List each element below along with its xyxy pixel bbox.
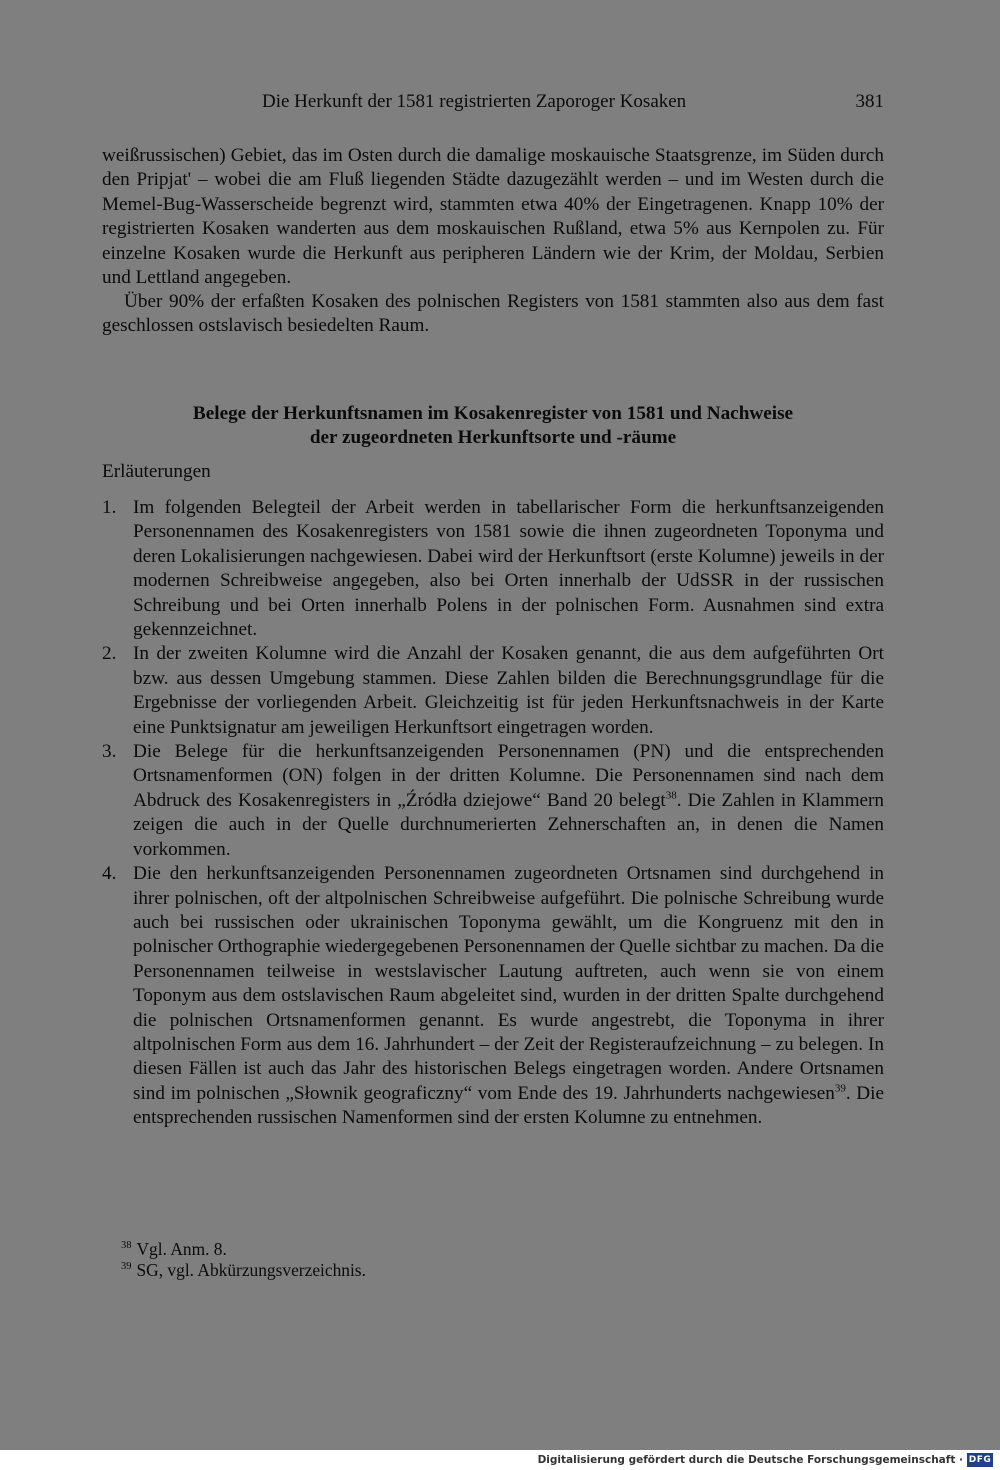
item-number: 3. — [102, 741, 117, 763]
section-heading-line-1: Belege der Herkunftsnamen im Kosakenregister von 1581 und Nachweise — [192, 403, 794, 424]
explanation-item-4 — [102, 862, 884, 1130]
running-head — [102, 90, 884, 116]
explanation-item-2 — [102, 642, 884, 740]
item-text-continued: . Die entsprechenden russischen Namenformen sind der ersten Kolumne zu entnehmen. — [133, 1082, 884, 1129]
item-number: 4. — [102, 863, 117, 885]
page-number: 381 — [855, 91, 884, 112]
footnote-reference: 39 — [834, 1082, 846, 1095]
footnote-number: 38 — [121, 1240, 132, 1252]
section-heading — [102, 402, 884, 451]
footnote-number: 39 — [121, 1261, 132, 1273]
explanations-list — [102, 496, 884, 1131]
running-head-title: Die Herkunft der 1581 registrierten Zaporoger Kosaken — [262, 91, 687, 112]
digitization-credit-text: Digitalisierung gefördert durch die Deutsche Forschungsgemeinschaft · — [537, 1454, 963, 1466]
item-text: In der zweiten Kolumne wird die Anzahl der Kosaken genannt, die aus dem aufgeführten Ort bzw. aus dessen Umgebung stammen. Diese Zahlen bilden die Berechnungsgrundlage für die Ergebnisse der vorliegenden Arbeit. Gleichzeitig ist für jeden Herkunftsnachweis in der Karte eine Punktsignatur am jeweiligen Herkunftsort eingetragen worden. — [133, 643, 884, 738]
footnotes — [121, 1239, 821, 1281]
footnote-38 — [121, 1239, 821, 1260]
footnote-text: Vgl. Anm. 8. — [136, 1239, 227, 1259]
footnote-text: SG, vgl. Abkürzungsverzeichnis. — [136, 1260, 366, 1280]
item-text-continued: . Die Zahlen in Klammern zeigen die auch in der Quelle durchnumerierten Zehnerschaften an, in denen die Namen vorkommen. — [133, 789, 884, 860]
item-text: Die den herkunftsanzeigenden Personennamen zugeordneten Ortsnamen sind durchgehend in ihrer polnischen, oft der altpolnischen Schreibweise aufgeführt. Die polnische Schreibung wurde auch bei russischen oder ukrainischen Toponyma gewählt, um die Kongruenz mit den in polnischer Orthographie wiedergegebenen Personennamen der Quelle sichtbar zu machen. Da die Personennamen teilweise in westslavischer Lautung auftreten, auch wenn sie von einem Toponym aus dem ostslavischen Raum abgeleitet sind, wurden in der dritten Spalte durchgehend die polnischen Ortsnamenformen genannt. Es wurde angestrebt, die Toponyma in ihrer altpolnischen Form aus dem 16. Jahrhundert – der Zeit der Registeraufzeichnung – zu belegen. In diesen Fällen ist auch das Jahr des historischen Belegs eingetragen worden. Andere Ortsnamen sind im polnischen „Słownik geograficzny“ vom Ende des 19. Jahrhunderts nachgewiesen — [133, 863, 884, 1104]
footnote-reference: 38 — [665, 789, 677, 802]
item-text: Die Belege für die herkunftsanzeigenden Personennamen (PN) und die entsprechenden Ortsnamenformen (ON) folgen in der dritten Kolumne. Die Personennamen sind nach dem Abdruck des Kosakenregisters in „Źródła dziejowe“ Band 20 belegt — [133, 741, 884, 811]
item-text: Im folgenden Belegteil der Arbeit werden in tabellarischer Form die herkunftsanzeigenden Personennamen des Kosakenregisters von 1581 sowie die ihnen zugeordneten Toponyma und deren Lokalisierungen nachgewiesen. Dabei wird der Herkunftsort (erste Kolumne) jeweils in der modernen Schreibweise angegeben, also bei Orten innerhalb der UdSSR in der russischen Schreibung und bei Orten innerhalb Polens in der polnischen Form. Ausnahmen sind extra gekennzeichnet. — [133, 497, 884, 641]
footnote-39 — [121, 1260, 821, 1281]
explanation-item-1 — [102, 496, 884, 642]
item-number: 2. — [102, 643, 117, 665]
explanation-item-3 — [102, 740, 884, 862]
digitization-credit-bar — [0, 1450, 1000, 1470]
body-paragraph-1: weißrussischen) Gebiet, das im Osten durch die damalige moskauische Staatsgrenze, im Süden durch den Pripjat' – wobei die am Fluß liegenden Städte dazugezählt werden – und im Westen durch die Memel-Bug-Wasserscheide begrenzt wird, stammten etwa 40% der Eingetragenen. Knapp 10% der registrierten Kosaken wanderten aus dem moskauischen Rußland, etwa 5% aus Kernpolen zu. Für einzelne Kosaken wurde die Herkunft aus peripheren Ländern wie der Krim, der Moldau, Serbien und Lettland angegeben. — [102, 145, 884, 289]
section-heading-line-2: der zugeordneten Herkunftsorte und -räume — [309, 427, 677, 449]
subheading-erlaeuterungen: Erläuterungen — [102, 461, 211, 482]
body-paragraph-2: Über 90% der erfaßten Kosaken des polnischen Registers von 1581 stammten also aus dem fast geschlossen ostslavisch besiedelten Raum. — [102, 291, 884, 337]
item-number: 1. — [102, 497, 117, 518]
dfg-logo: DFG — [968, 1455, 992, 1465]
